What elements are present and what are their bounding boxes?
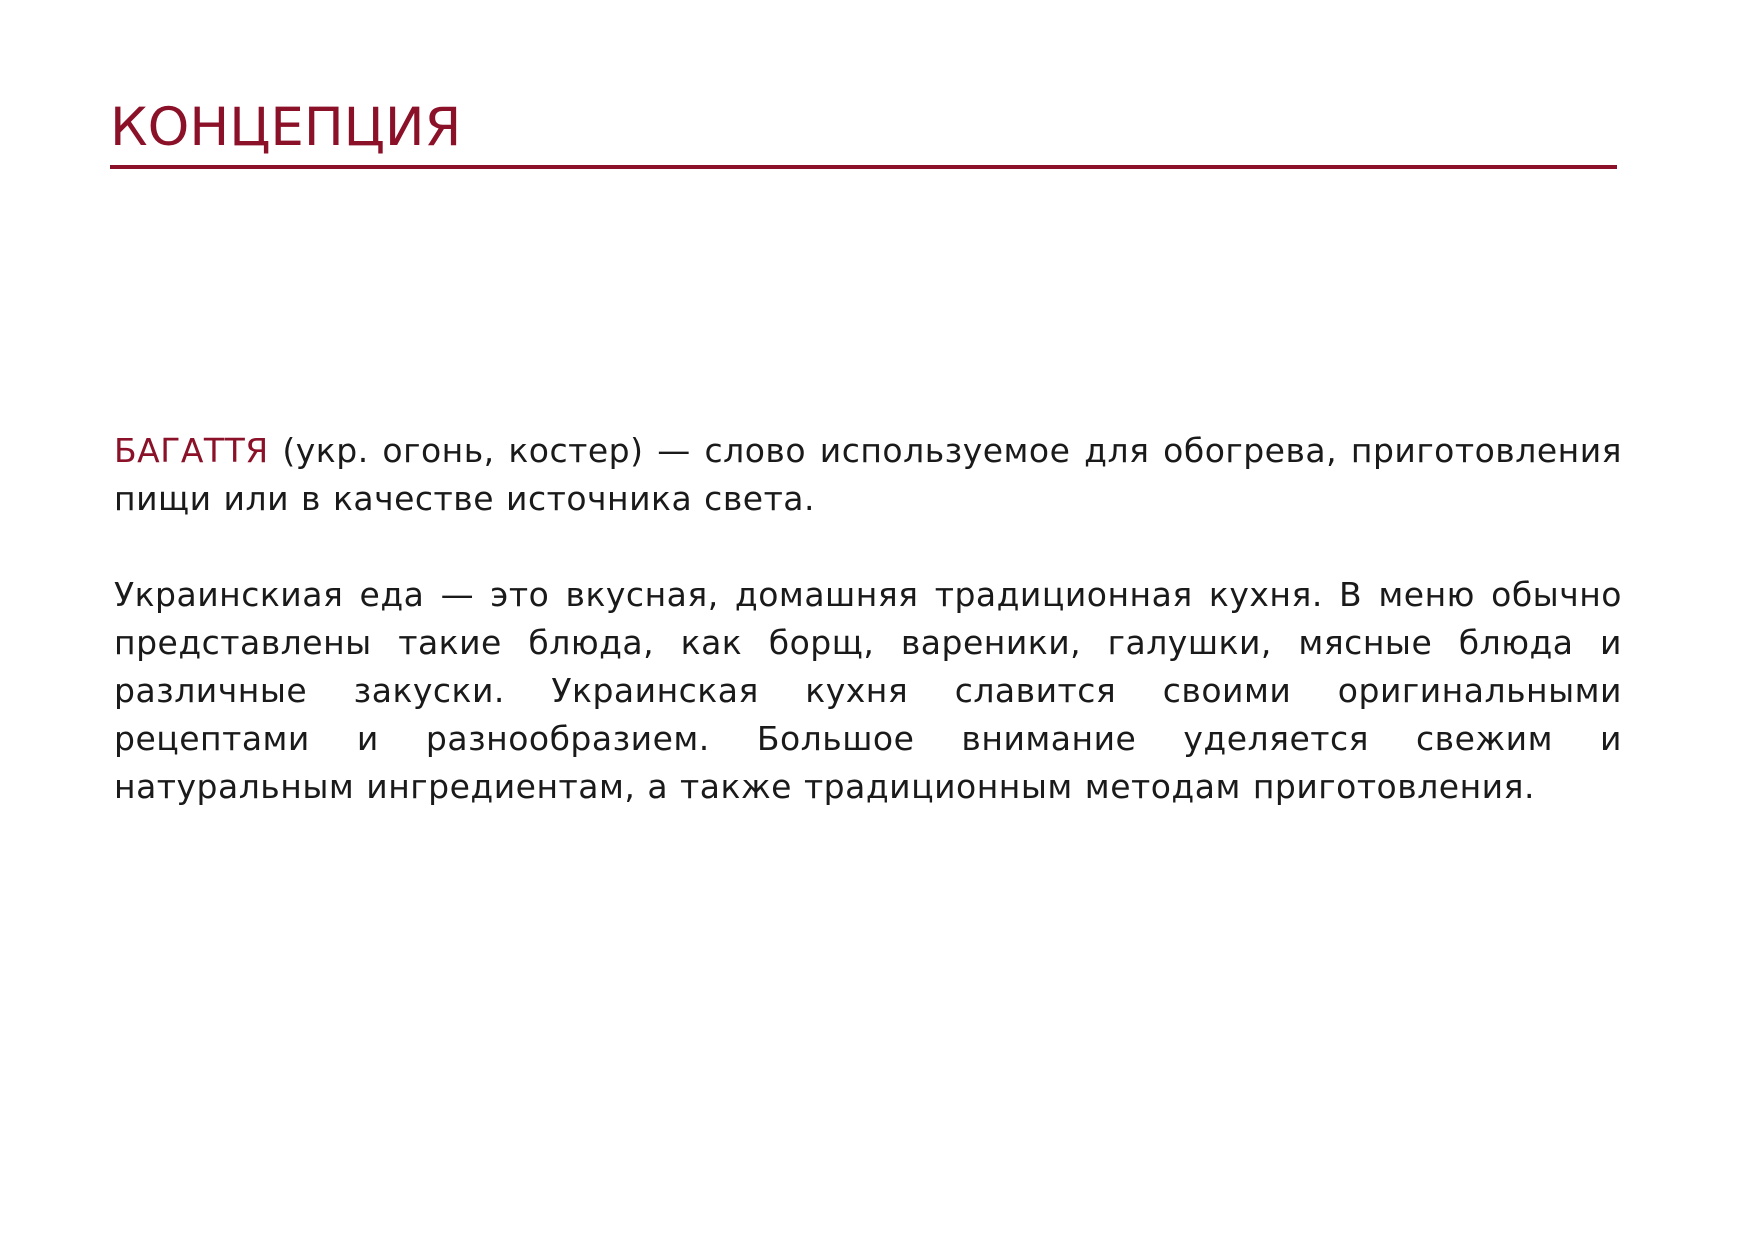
page-title: КОНЦЕПЦИЯ [110,97,462,158]
title-underline [110,165,1617,169]
concept-paragraph-1 [114,427,1622,523]
concept-paragraph-2: Украинскиая еда — это вкусная, домашняя традиционная кухня. В меню обычно представлены такие блюда, как борщ, вареники, галушки, мясные блюда и различные закуски. Украинская кухня славится своими оригинальными рецептами и разнообразием. Большое внимание уделяется свежим и натуральным ингредиентам, а также традиционным методам приготовления. [114,575,1622,806]
brand-name: БАГАТТЯ [114,431,269,470]
concept-definition-text: (укр. огонь, костер) — слово используемое для обогрева, приготовления пищи или в качестве источника света. [114,431,1622,518]
